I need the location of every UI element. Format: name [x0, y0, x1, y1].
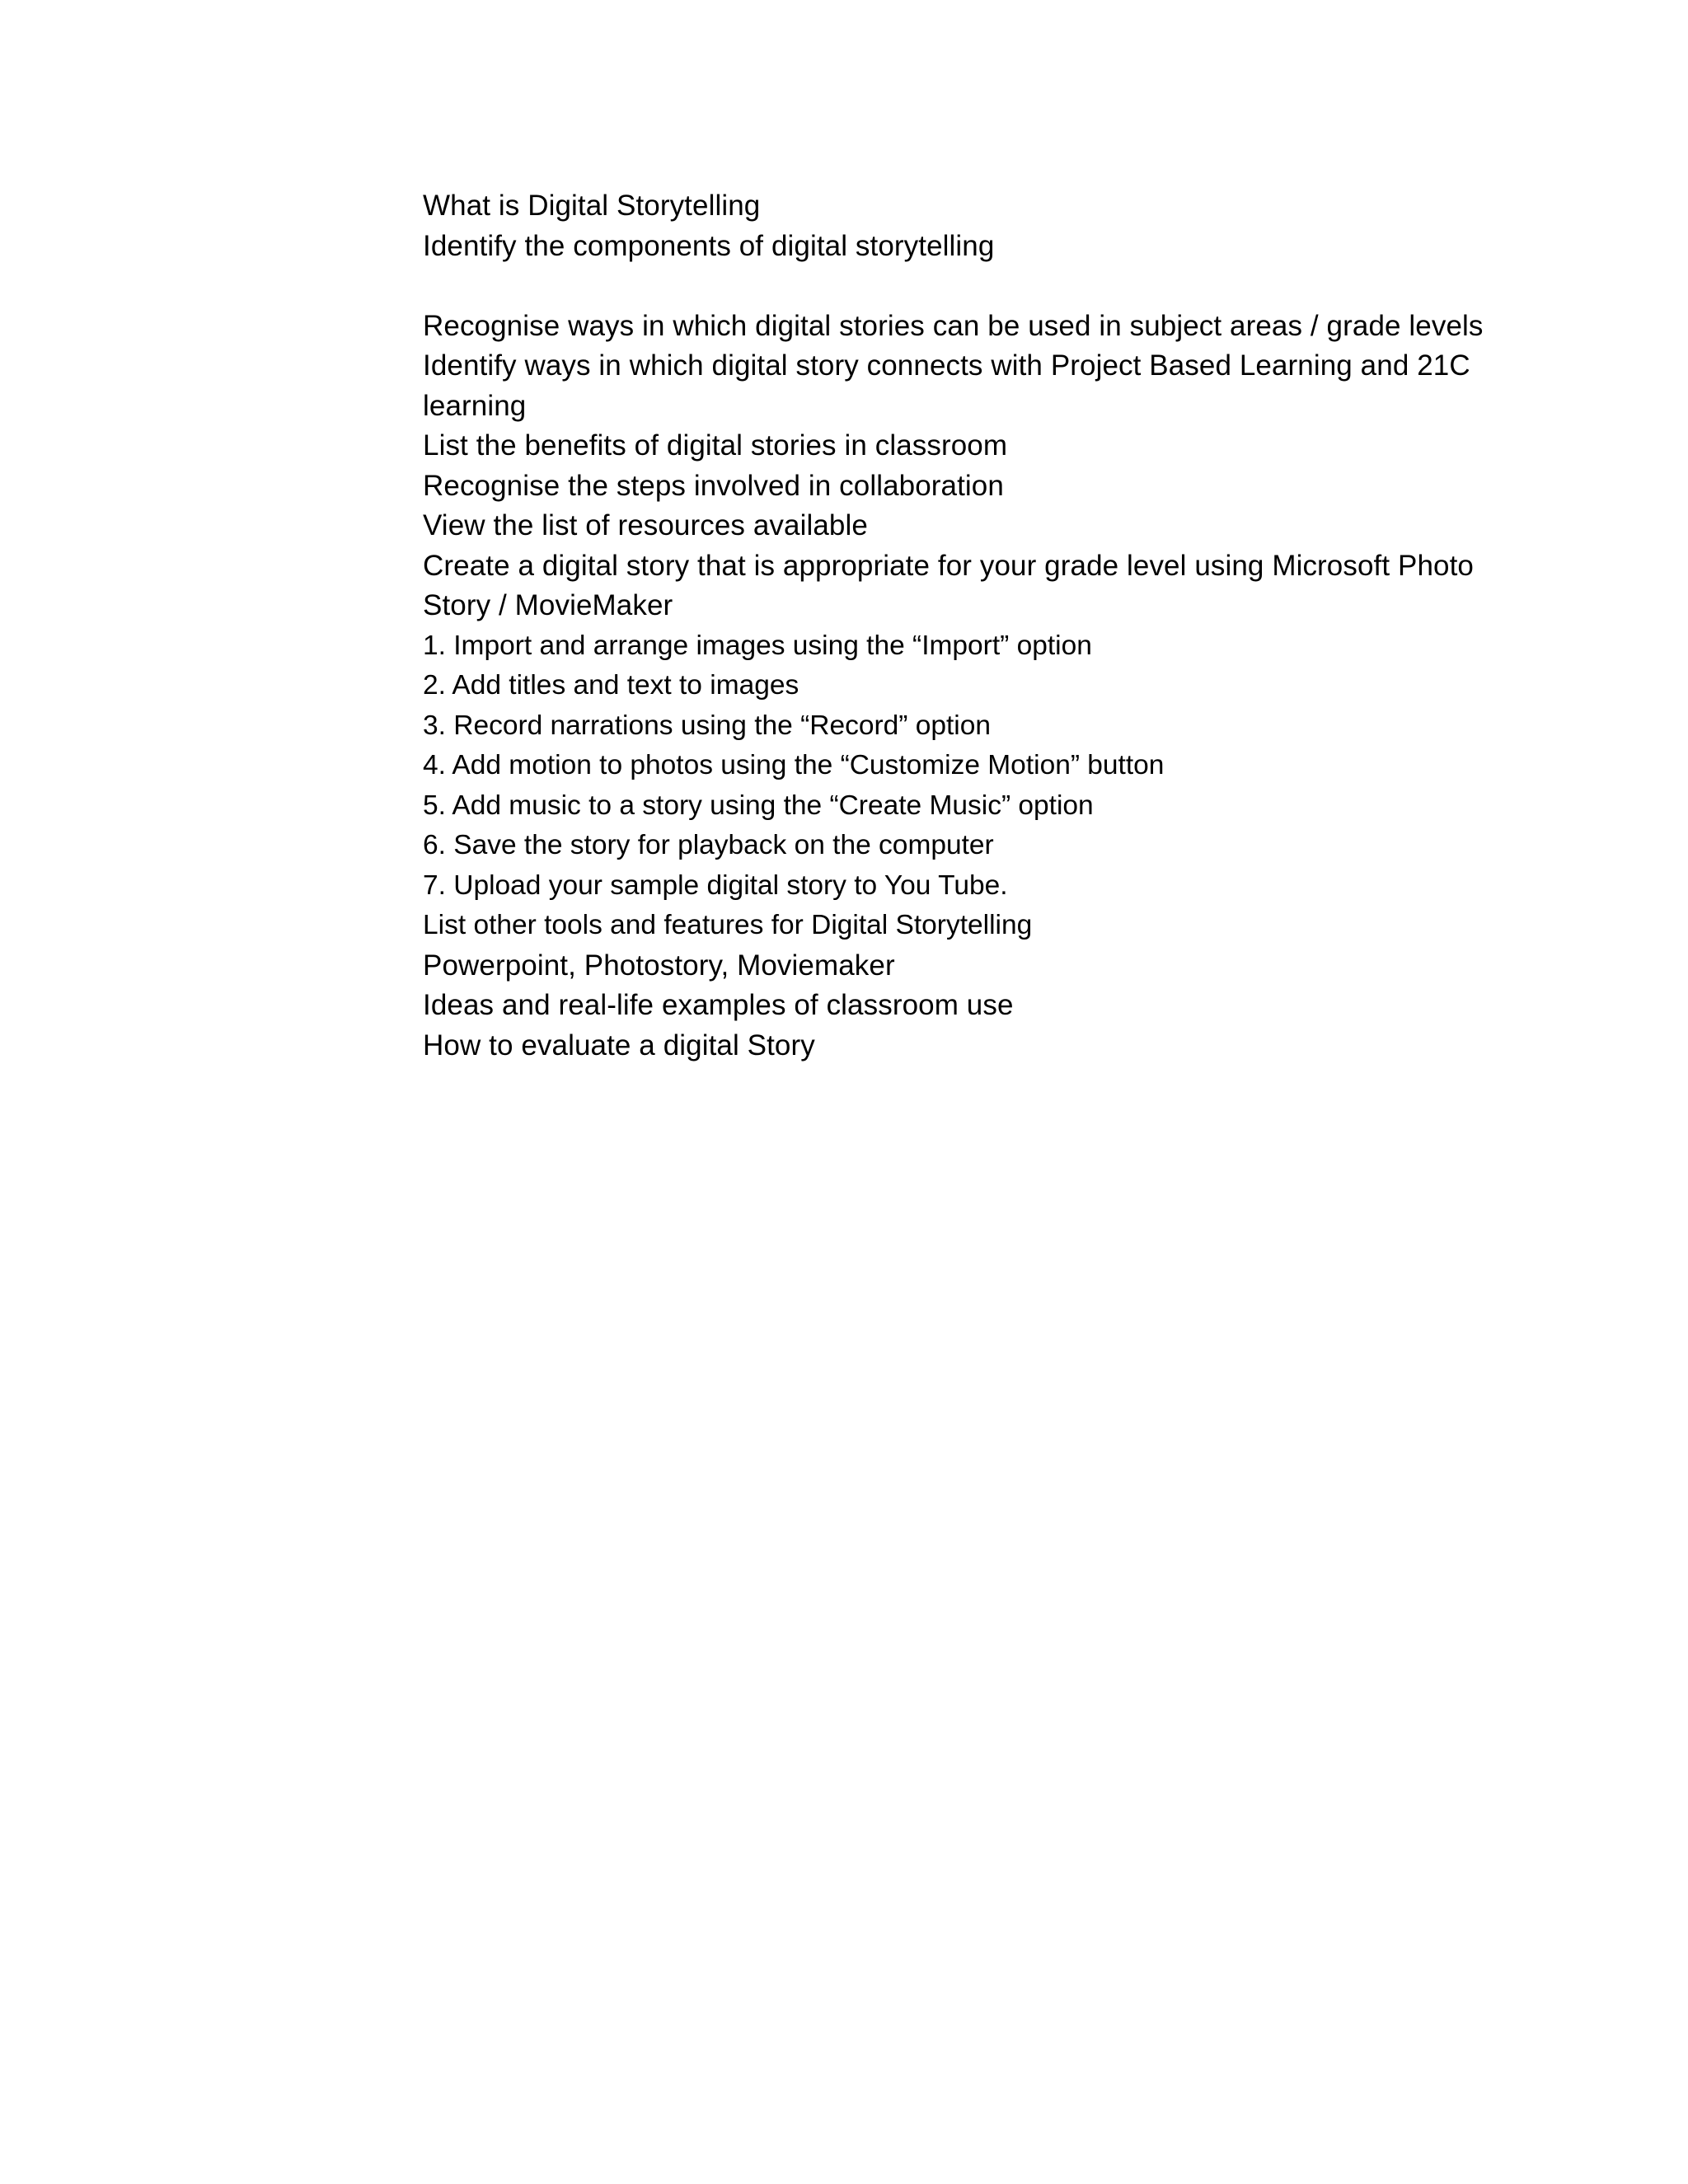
step-item: 1. Import and arrange images using the “Import” option [423, 630, 1092, 661]
objective-line: Ideas and real-life examples of classroom use [423, 989, 1014, 1021]
document-body [423, 186, 1494, 1066]
heading-what-is-digital-storytelling: What is Digital Storytelling [423, 190, 761, 222]
objective-line: Recognise ways in which digital stories can be used in subject areas / grade levels [423, 309, 1484, 342]
step-item: 6. Save the story for playback on the computer [423, 830, 994, 860]
tools-line: Powerpoint, Photostory, Moviemaker [423, 949, 895, 982]
objective-line: List the benefits of digital stories in classroom [423, 429, 1008, 462]
step-item: 3. Record narrations using the “Record” option [423, 710, 991, 741]
objective-line: List other tools and features for Digital Storytelling [423, 910, 1033, 940]
blank-line [423, 266, 1494, 307]
objective-line: View the list of resources available [423, 509, 868, 541]
objective-line-continuation: learning [423, 389, 527, 422]
objective-line: Recognise the steps involved in collaboration [423, 469, 1004, 502]
objective-line: How to evaluate a digital Story [423, 1029, 815, 1062]
objective-line: Create a digital story that is appropriate for your grade level using Microsoft Photo [423, 549, 1474, 582]
objective-line: Identify ways in which digital story connects with Project Based Learning and 21C [423, 349, 1470, 382]
step-item: 2. Add titles and text to images [423, 670, 799, 701]
objective-line-continuation: Story / MovieMaker [423, 589, 673, 621]
step-item: 4. Add motion to photos using the “Customize Motion” button [423, 750, 1165, 780]
objective-line: Identify the components of digital storytelling [423, 229, 995, 262]
step-item: 5. Add music to a story using the “Create Music” option [423, 790, 1094, 821]
step-item: 7. Upload your sample digital story to You Tube. [423, 869, 1008, 901]
